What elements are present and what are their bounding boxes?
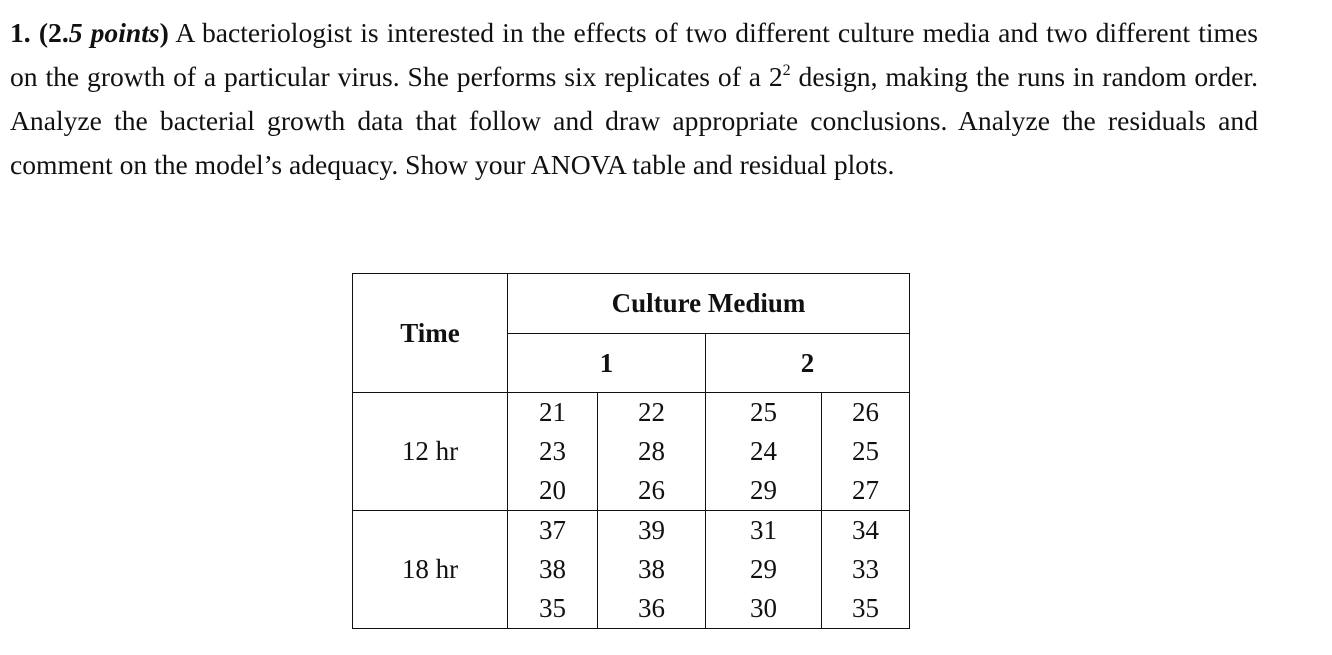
data-cell: 23 — [508, 432, 598, 471]
time-label-12hr: 12 hr — [353, 393, 508, 511]
design-exponent: 2 — [782, 62, 791, 79]
data-cell: 37 — [508, 511, 598, 551]
growth-data-table — [352, 273, 910, 629]
data-cell: 35 — [822, 589, 910, 629]
data-cell: 29 — [706, 471, 822, 511]
data-cell: 35 — [508, 589, 598, 629]
medium-level-1: 1 — [508, 334, 706, 393]
points-close: ) — [159, 17, 169, 48]
data-cell: 25 — [706, 393, 822, 433]
data-cell: 38 — [508, 550, 598, 589]
problem-text-part2: design, making the runs in random order. Analyze the bacterial growth data that follow and draw appropriate conclusions. Analyze the residuals and comment on the model’s adequacy. Show your ANOVA table and residual plots. — [10, 61, 1258, 180]
culture-medium-header: Culture Medium — [508, 274, 910, 334]
data-cell: 39 — [598, 511, 706, 551]
data-cell: 29 — [706, 550, 822, 589]
problem-statement — [10, 11, 1258, 187]
data-cell: 38 — [598, 550, 706, 589]
medium-level-2: 2 — [706, 334, 910, 393]
data-cell: 20 — [508, 471, 598, 511]
data-cell: 34 — [822, 511, 910, 551]
data-cell: 36 — [598, 589, 706, 629]
data-cell: 27 — [822, 471, 910, 511]
data-cell: 25 — [822, 432, 910, 471]
time-header: Time — [353, 274, 508, 393]
points-open: (2. — [38, 17, 69, 48]
time-label-18hr: 18 hr — [353, 511, 508, 629]
data-cell: 22 — [598, 393, 706, 433]
problem-text-part1: A bacteriologist is interested in the effects of two different culture media and two different times on the growth of a particular virus. She performs six replicates of a 2 — [10, 17, 1258, 92]
data-cell: 24 — [706, 432, 822, 471]
data-cell: 30 — [706, 589, 822, 629]
data-cell: 26 — [598, 471, 706, 511]
problem-number: 1. — [10, 17, 31, 48]
points-label: 5 points — [68, 17, 160, 48]
data-cell: 28 — [598, 432, 706, 471]
data-cell: 26 — [822, 393, 910, 433]
data-cell: 21 — [508, 393, 598, 433]
data-cell: 31 — [706, 511, 822, 551]
data-cell: 33 — [822, 550, 910, 589]
